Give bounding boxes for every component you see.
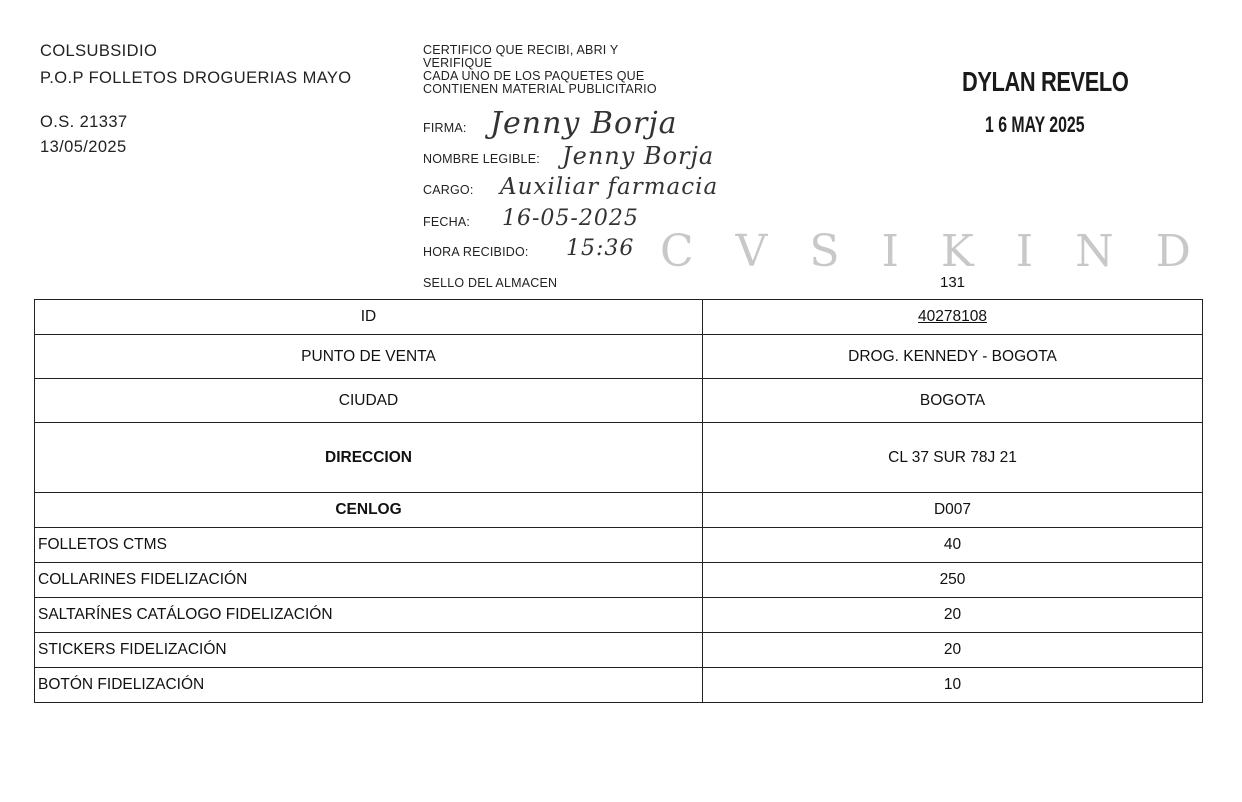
row-value: DROG. KENNEDY - BOGOTA: [703, 335, 1203, 379]
row-label: PUNTO DE VENTA: [35, 335, 703, 379]
row-label: SALTARÍNES CATÁLOGO FIDELIZACIÓN: [35, 598, 703, 633]
document-date: 13/05/2025: [40, 138, 127, 156]
delivery-table: [34, 299, 1203, 703]
row-value: BOGOTA: [703, 379, 1203, 423]
row-value: 20: [703, 598, 1203, 633]
fecha-label: FECHA:: [423, 215, 471, 229]
row-label: DIRECCION: [35, 423, 703, 493]
row-value: D007: [703, 493, 1203, 528]
header-left: [40, 38, 352, 160]
company-name: COLSUBSIDIO: [40, 42, 158, 60]
table-row: [35, 493, 1203, 528]
certification-text: [423, 44, 657, 96]
sello-label: SELLO DEL ALMACEN: [423, 276, 558, 290]
cert-line: CONTIENEN MATERIAL PUBLICITARIO: [423, 82, 657, 96]
row-value: 40278108: [703, 300, 1203, 335]
fecha-field: [423, 215, 470, 229]
row-value: 10: [703, 668, 1203, 703]
row-label: ID: [35, 300, 703, 335]
table-row: [35, 563, 1203, 598]
row-label: CENLOG: [35, 493, 703, 528]
receiver-stamp-date: 1 6 MAY 2025: [985, 112, 1085, 137]
nombre-label: NOMBRE LEGIBLE:: [423, 152, 540, 166]
table-row: [35, 300, 1203, 335]
row-value: 40: [703, 528, 1203, 563]
row-label: BOTÓN FIDELIZACIÓN: [35, 668, 703, 703]
receiver-stamp-name: DYLAN REVELO: [962, 66, 1129, 97]
row-value: 250: [703, 563, 1203, 598]
cert-line: CERTIFICO QUE RECIBI, ABRI Y: [423, 43, 619, 57]
firma-signature: Jenny Borja: [490, 106, 678, 141]
table-row: [35, 335, 1203, 379]
cargo-label: CARGO:: [423, 183, 474, 197]
sello-field: [423, 276, 557, 290]
cargo-field: [423, 183, 474, 197]
table-row: [35, 668, 1203, 703]
stamp-number: 131: [940, 274, 966, 291]
nombre-field: [423, 152, 540, 166]
table-row: [35, 633, 1203, 668]
table-row: [35, 379, 1203, 423]
hora-label: HORA RECIBIDO:: [423, 245, 529, 259]
fecha-handwritten: 16-05-2025: [502, 206, 639, 231]
firma-field: [423, 121, 467, 135]
row-label: STICKERS FIDELIZACIÓN: [35, 633, 703, 668]
cert-line: VERIFIQUE: [423, 56, 493, 70]
row-label: COLLARINES FIDELIZACIÓN: [35, 563, 703, 598]
hora-handwritten: 15:36: [566, 236, 635, 261]
order-number: O.S. 21337: [40, 113, 128, 131]
table-row: [35, 598, 1203, 633]
firma-label: FIRMA:: [423, 121, 467, 135]
row-value: 20: [703, 633, 1203, 668]
row-label: CIUDAD: [35, 379, 703, 423]
row-label: FOLLETOS CTMS: [35, 528, 703, 563]
cert-line: CADA UNO DE LOS PAQUETES QUE: [423, 69, 645, 83]
hora-field: [423, 245, 529, 259]
cargo-handwritten: Auxiliar farmacia: [500, 174, 719, 200]
nombre-handwritten: Jenny Borja: [562, 142, 715, 170]
table-row: [35, 528, 1203, 563]
campaign-title: P.O.P FOLLETOS DROGUERIAS MAYO: [40, 69, 352, 87]
row-value: CL 37 SUR 78J 21: [703, 423, 1203, 493]
table-row: [35, 423, 1203, 493]
faint-store-stamp: C V S I K I N D: [660, 226, 1205, 277]
